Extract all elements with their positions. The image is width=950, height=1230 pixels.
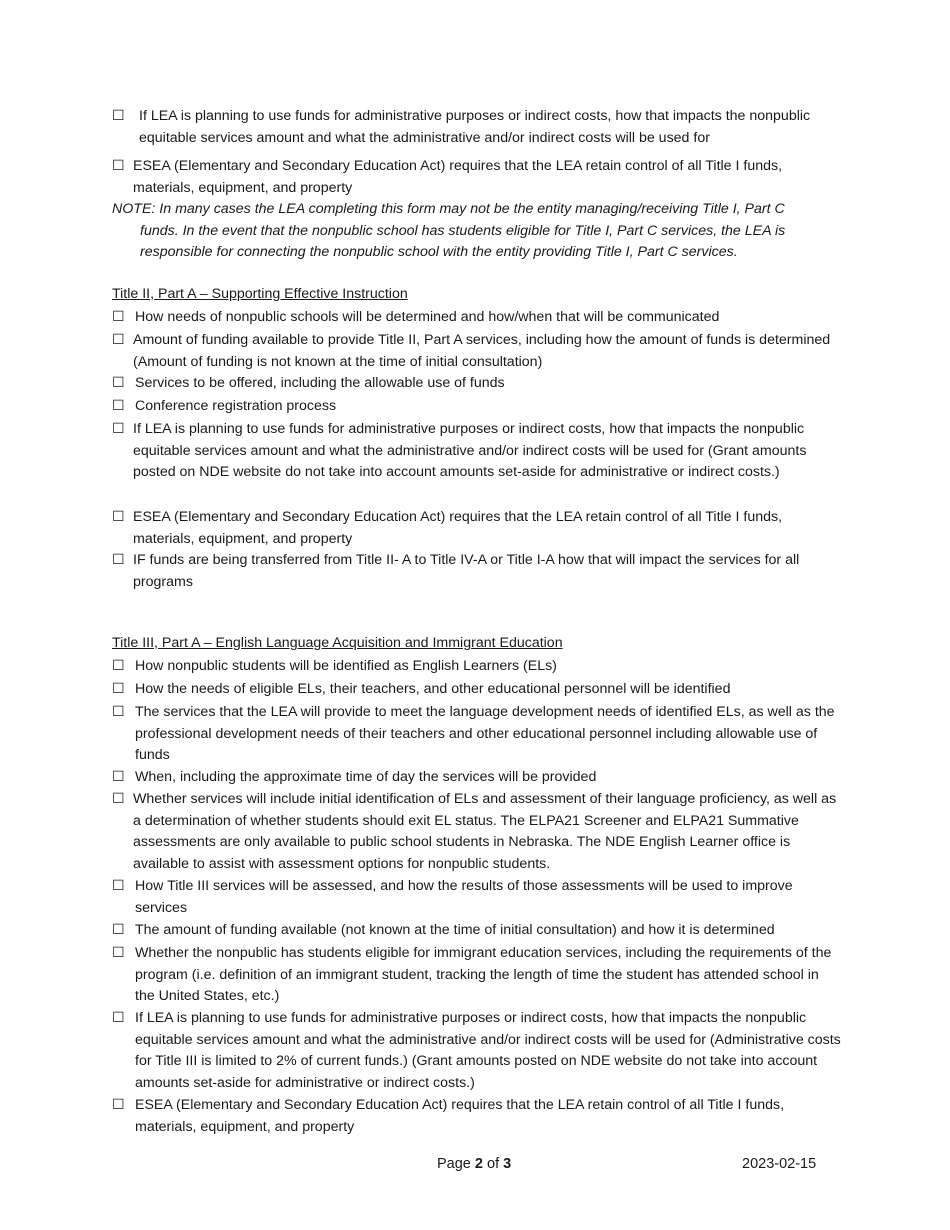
checklist-item (112, 767, 842, 789)
checkbox[interactable]: ☐ (112, 1010, 125, 1026)
item-text: The services that the LEA will provide to meet the language development needs of identified ELs, as well as the professional development needs of their teachers and other educational personnel including allowable use of funds (135, 704, 835, 763)
checklist-item (112, 943, 842, 1008)
item-text: ESEA (Elementary and Secondary Education Act) requires that the LEA retain control of all Title I funds, materials, equipment, and property (133, 509, 783, 547)
checklist-item (112, 1008, 842, 1094)
checklist-item (112, 156, 842, 199)
checkbox[interactable]: ☐ (112, 945, 125, 961)
checkbox[interactable]: ☐ (112, 309, 125, 325)
checklist-item (112, 1095, 842, 1138)
checkbox[interactable]: ☐ (112, 922, 125, 938)
note-first-line: NOTE: In many cases the LEA completing this form may not be the entity managing/receiving Title I, Part C (112, 201, 785, 217)
checkbox[interactable]: ☐ (112, 158, 125, 174)
item-text: Whether the nonpublic has students eligible for immigrant education services, including the requirements of the program (i.e. definition of an immigrant student, tracking the length of time the student has attended school in the United States, etc.) (135, 945, 832, 1004)
checkbox[interactable]: ☐ (112, 375, 125, 391)
footer-date: 2023-02-15 (742, 1156, 817, 1172)
page-total: 3 (503, 1156, 512, 1172)
item-text: If LEA is planning to use funds for administrative purposes or indirect costs, how that impacts the nonpublic equitable services amount and what the administrative and/or indirect costs will be used for (139, 108, 811, 146)
title-i-part-c-note (112, 199, 832, 264)
checklist-item (112, 679, 842, 701)
checkbox[interactable]: ☐ (112, 769, 125, 785)
item-text: If LEA is planning to use funds for administrative purposes or indirect costs, how that impacts the nonpublic equitable services amount and what the administrative and/or indirect costs will be used for (Administrative costs for Title III is limited to 2% of current funds.) (Grant amounts posted on NDE website do not take into account amounts set-aside for administrative or indirect costs.) (135, 1010, 841, 1091)
checklist-item (112, 330, 842, 373)
page-of: of (487, 1156, 500, 1172)
checkbox[interactable]: ☐ (112, 509, 125, 525)
item-text: Whether services will include initial identification of ELs and assessment of their language proficiency, as well as a determination of whether students should exit EL status. The ELPA21 Screener and ELPA21 Summative assessments are only available to public school students in Nebraska. The NDE English Learner office is available to assist with assessment options for nonpublic students. (133, 791, 837, 872)
checkbox[interactable]: ☐ (112, 704, 125, 720)
checkbox[interactable]: ☐ (112, 108, 125, 124)
checklist-item (112, 106, 842, 149)
checklist-item (112, 876, 842, 919)
item-text: ESEA (Elementary and Secondary Education Act) requires that the LEA retain control of all Title I funds, materials, equipment, and property (133, 158, 783, 196)
page-label: Page (437, 1156, 471, 1172)
item-text: When, including the approximate time of day the services will be provided (135, 769, 597, 785)
checkbox[interactable]: ☐ (112, 398, 125, 414)
checkbox[interactable]: ☐ (112, 1097, 125, 1113)
checkbox[interactable]: ☐ (112, 421, 125, 437)
checklist-item (112, 373, 842, 395)
checkbox[interactable]: ☐ (112, 878, 125, 894)
item-text: Services to be offered, including the allowable use of funds (135, 375, 505, 391)
checklist-item (112, 656, 842, 678)
checkbox[interactable]: ☐ (112, 332, 125, 348)
checklist-item (112, 396, 842, 418)
item-text: ESEA (Elementary and Secondary Education Act) requires that the LEA retain control of all Title I funds, materials, equipment, and property (135, 1097, 785, 1135)
checkbox[interactable]: ☐ (112, 681, 125, 697)
item-text: How the needs of eligible ELs, their teachers, and other educational personnel will be identified (135, 681, 731, 697)
checkbox[interactable]: ☐ (112, 658, 125, 674)
item-text: IF funds are being transferred from Title II- A to Title IV-A or Title I-A how that will impact the services for all programs (133, 552, 800, 590)
item-text: If LEA is planning to use funds for administrative purposes or indirect costs, how that impacts the nonpublic equitable services amount and what the administrative and/or indirect costs will be used for (Grant amounts posted on NDE website do not take into account amounts set-aside for administrative or indirect costs.) (133, 421, 807, 480)
checkbox[interactable]: ☐ (112, 552, 125, 568)
section-heading-title-iii: Title III, Part A – English Language Acquisition and Immigrant Education (112, 635, 563, 651)
checklist-item (112, 920, 842, 942)
checklist-item (112, 550, 842, 593)
checklist-item (112, 789, 842, 875)
checklist-item (112, 419, 842, 484)
item-text: Conference registration process (135, 398, 337, 414)
note-continuation: funds. In the event that the nonpublic school has students eligible for Title I, Part C services, the LEA is responsible for connecting the nonpublic school with the entity providing Title I, Part C services. (140, 222, 786, 260)
item-text: The amount of funding available (not known at the time of initial consultation) and how it is determined (135, 922, 775, 938)
page-number (437, 1154, 511, 1176)
item-text: How needs of nonpublic schools will be determined and how/when that will be communicated (135, 309, 720, 325)
item-text: Amount of funding available to provide Title II, Part A services, including how the amount of funds is determined (Amount of funding is not known at the time of initial consultation) (133, 332, 831, 370)
page-current: 2 (474, 1156, 483, 1172)
checklist-item (112, 702, 842, 767)
section-heading-title-ii: Title II, Part A – Supporting Effective Instruction (112, 286, 408, 302)
checkbox[interactable]: ☐ (112, 791, 125, 807)
item-text: How Title III services will be assessed, and how the results of those assessments will be used to improve services (135, 878, 793, 916)
checklist-item (112, 307, 842, 329)
item-text: How nonpublic students will be identified as English Learners (ELs) (135, 658, 557, 674)
checklist-item (112, 507, 842, 550)
